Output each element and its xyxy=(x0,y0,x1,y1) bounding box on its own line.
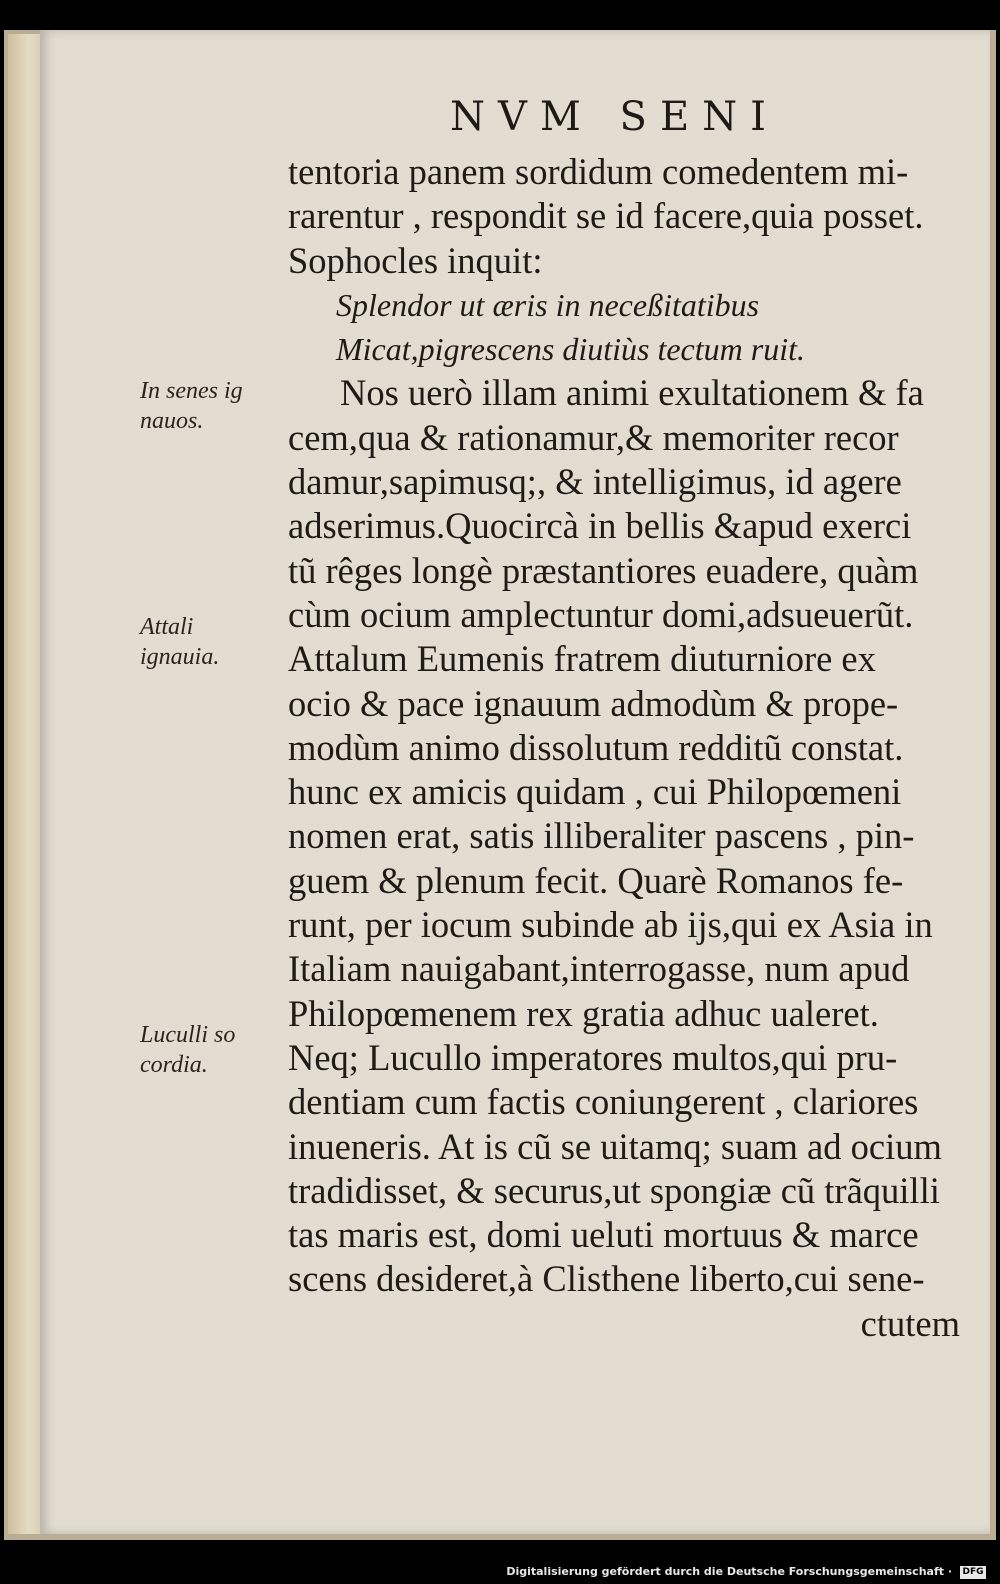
text-line: hunc ex amicis quidam , cui Philopœmeni xyxy=(288,771,902,813)
running-head: NVM SENI xyxy=(450,94,779,140)
text-line: Nos uerò illam animi exultationem & fa xyxy=(340,372,924,414)
marginal-note-line: Luculli so xyxy=(140,1022,236,1048)
dfg-logo: DFG xyxy=(960,1566,986,1579)
text-line: scens desideret,à Clisthene liberto,cui sene- xyxy=(288,1258,925,1300)
marginal-note-2 xyxy=(140,612,280,672)
marginal-note-line: Attali xyxy=(140,614,194,640)
text-line: rarentur , respondit se id facere,quia posset. xyxy=(288,195,924,237)
book-gutter xyxy=(8,34,43,1534)
text-line: ocio & pace ignauum admodùm & prope- xyxy=(288,682,899,724)
text-line: modùm animo dissolutum redditũ constat. xyxy=(288,726,904,768)
text-line: dentiam cum factis coniungerent , clariores xyxy=(288,1081,919,1123)
marginal-note-1 xyxy=(140,376,280,436)
text-line: Philopœmenem rex gratia adhuc ualeret. xyxy=(288,992,879,1034)
text-line: Neq; Lucullo imperatores multos,qui pru- xyxy=(288,1036,898,1078)
text-line: tradidisset, & securus,ut spongiæ cũ trãquilli xyxy=(288,1169,940,1211)
marginal-note-line: ignauia. xyxy=(140,644,220,670)
text-line: Attalum Eumenis fratrem diuturniore ex xyxy=(288,638,876,680)
text-line: damur,sapimusq;, & intelligimus, id agere xyxy=(288,461,902,503)
marginal-note-line: nauos. xyxy=(140,408,204,434)
marginal-note-line: cordia. xyxy=(140,1052,208,1078)
verse-line: Micat,pigrescens diutiùs tectum ruit. xyxy=(336,331,805,368)
marginal-note-3 xyxy=(140,1020,280,1080)
text-line: Sophocles inquit: xyxy=(288,239,543,281)
catchword: ctutem xyxy=(860,1302,960,1344)
text-line: tentoria panem sordidum comedentem mi- xyxy=(288,151,909,192)
text-line: adserimus.Quocircà in bellis &apud exerci xyxy=(288,505,912,547)
text-line: inueneris. At is cũ se uitamq; suam ad ocium xyxy=(288,1125,942,1167)
digitization-credit: Digitalisierung gefördert durch die Deutsche Forschungsgemeinschaft · xyxy=(506,1565,952,1578)
text-line: runt, per iocum subinde ab ijs,qui ex Asia in xyxy=(288,904,933,946)
body-text xyxy=(288,150,978,1346)
text-line: cem,qua & rationamur,& memoriter recor xyxy=(288,416,899,458)
marginal-note-line: In senes ig xyxy=(140,378,243,404)
verse-line: Splendor ut æris in neceßitatibus xyxy=(336,286,760,323)
text-line: tas maris est, domi ueluti mortuus & marce xyxy=(288,1214,919,1256)
text-line: tũ rêges longè præstantiores euadere, quàm xyxy=(288,549,919,591)
text-line: cùm ocium amplectuntur domi,adsueuerũt. xyxy=(288,593,914,635)
text-line: Italiam nauigabant,interrogasse, num apud xyxy=(288,948,910,990)
text-line: guem & plenum fecit. Quarè Romanos fe- xyxy=(288,859,904,901)
text-line: nomen erat, satis illiberaliter pascens , pin- xyxy=(288,815,915,857)
